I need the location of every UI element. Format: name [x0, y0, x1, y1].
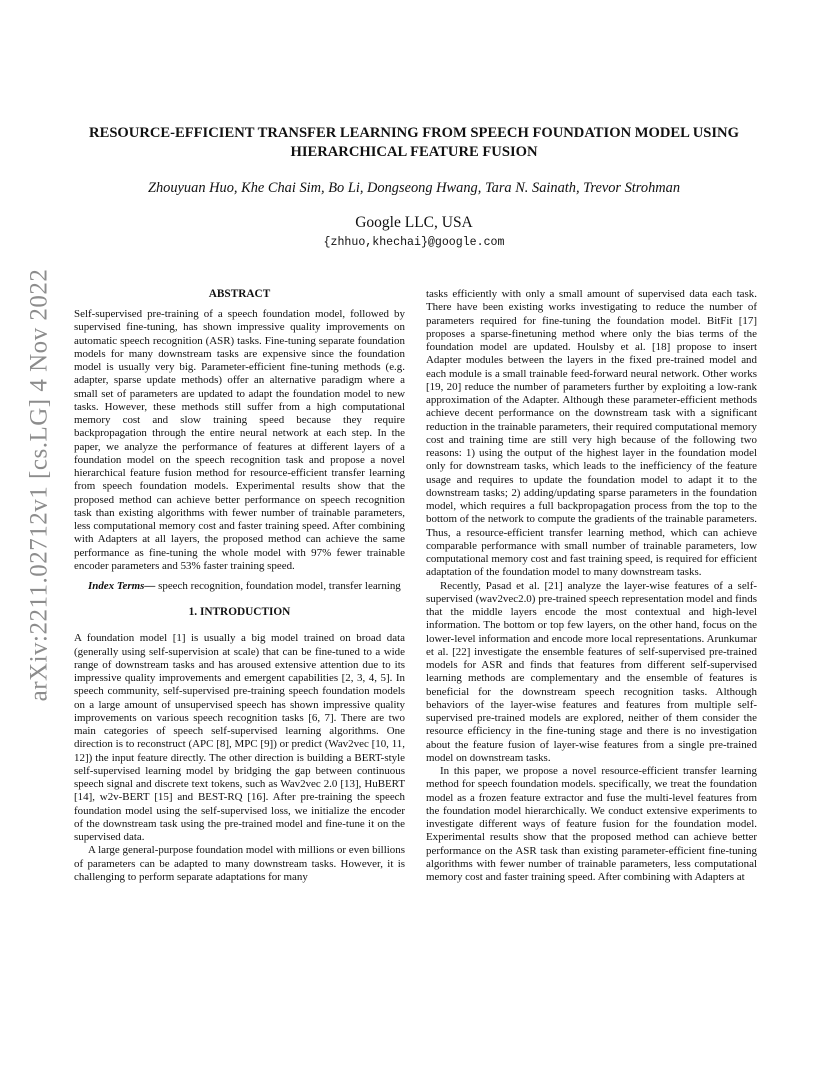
arxiv-stamp-text: arXiv:2211.02712v1 [cs.LG] 4 Nov 2022: [25, 268, 53, 702]
paper-title: RESOURCE-EFFICIENT TRANSFER LEARNING FROM SPEECH FOUNDATION MODEL USING HIERARCHICAL FEATURE FUSION: [89, 125, 739, 160]
intro-paragraph-4: Recently, Pasad et al. [21] analyze the layer-wise features of a self-supervised (wav2vec2.0) pre-trained speech representation model and finds that the middle layers encode the most contextual and high-level information. The bottom or top few layers, on the other hand, focus on the lower-level information and encode more local representations. Arunkumar et al. [22] investigate the ensemble features of self-supervised pre-trained models for ASR and finds that features from different self-supervised learning methods are complementary and the ensemble of features is beneficial for the downstream speech recognition tasks. Although behaviors of the layer-wise features and features from multiple self-supervised pre-trained models are explored, neither of them consider the resource efficiency in the fine-tuning stage and there is no investigation about the feature fusion of layer-wise features from a single pre-trained model on downstream tasks.: [426, 579, 757, 764]
intro-paragraph-2: A large general-purpose foundation model with millions or even billions of parameters can be adapted to many downstream tasks. However, it is challenging to perform separate adaptations for many: [74, 844, 405, 883]
introduction-heading: 1. INTRODUCTION: [188, 606, 291, 619]
author-list: Zhouyuan Huo, Khe Chai Sim, Bo Li, Dongseong Hwang, Tara N. Sainath, Trevor Strohman: [147, 180, 681, 196]
right-column: [426, 288, 757, 884]
intro-paragraph-3: tasks efficiently with only a small amount of supervised data each task. There have been existing works investigating to reduce the number of parameters required for fine-tuning the foundation model. BitFit [17] proposes a sparse-finetuning method where only the bias terms of the foundation model are updated. Houlsby et al. [18] propose to insert Adapter modules between the layers in the fixed pre-trained model and each module is a small trainable feed-forward neural network. Other works [19, 20] reduce the number of parameters further by exploiting a low-rank approximation of the Adapter. Although these parameter-efficient methods achieve decent performance on the downstream task with a significant reduction in the trainable parameters, their required computational memory cost and training time are still very high because of the following two reasons: 1) using the output of the highest layer in the foundation model only for downstream tasks, which leads to the inefficiency of the feature usage and requires to update the foundation model to adapt it to the downstream tasks; 2) adding/updating sparse parameters in the foundation model, which requires a full backpropagation process from the top to the bottom of the network to compute the gradients of the trainable parameters. Thus, a resource-efficient transfer learning method, which can achieve comparable performance with small number of trainable parameters, low computational memory cost and fast training speed, is required for efficient adaptation of the foundation model to many downstream tasks.: [426, 288, 757, 579]
intro-paragraph-1: A foundation model [1] is usually a big model trained on broad data (generally using self-supervision at scale) that can be fine-tuned to a wide range of downstream tasks and has aroused extensive attention due to its impressive quality improvements and emergent capabilities [2, 3, 4, 5]. In speech community, self-supervised pre-training speech foundation models on a large amount of unsupervised speech has shown impressive quality improvements on various speech recognition tasks [6, 7]. There are two main categories of speech self-supervised learning algorithms. One direction is to reconstruct (APC [8], MPC [9]) or predict (Wav2vec [10, 11, 12]) the input feature directly. The other direction is building a BERT-style self-supervised learning model by bridging the gap between continuous speech signal and discrete text tokens, such as Wav2vec 2.0 [13], HuBERT [14], w2v-BERT [15] and BEST-RQ [16]. After pre-training the speech foundation model using the self-supervised loss, we initialize the encoder of the downstream task using the pre-trained model and fine-tune it on the supervised data.: [74, 632, 405, 843]
arxiv-stamp: [22, 268, 56, 702]
index-terms: [74, 580, 405, 593]
abstract-text: Self-supervised pre-training of a speech foundation model, followed by supervised fine-tuning, has shown impressive quality improvements on automatic speech recognition (ASR) tasks. Fine-tuning separate foundation models for many downstream tasks are expensive since the foundation model is usually very big. Parameter-efficient fine-tuning methods (e.g. adapter, sparse update methods) offer an alternative paradigm where a small set of parameters are updated to adapt the foundation model to new tasks. However, these methods still suffer from a high computational memory cost and slow training speed because they require backpropagation through the entire neural network at each step. In the paper, we analyze the performance of features at different layers of a foundation model on the speech recognition task and propose a novel hierarchical feature fusion method for resource-efficient transfer learning from speech foundation models. Experimental results show that the proposed method can achieve better performance on speech recognition task than existing algorithms with fewer number of trainable parameters, less computational memory cost and faster training speed. After combining with Adapters at all layers, the proposed method can achieve the same performance as fine-tuning the whole model with 97% fewer trainable encoder parameters and 53% faster training speed.: [74, 308, 405, 572]
left-column: [74, 288, 405, 884]
abstract-heading: ABSTRACT: [208, 288, 271, 300]
intro-paragraph-5: In this paper, we propose a novel resource-efficient transfer learning method for speech foundation models. specifically, we treat the foundation model as a frozen feature extractor and fuse the multi-level features from the foundation model hierarchically. We conduct extensive experiments to investigate different ways of feature fusion for the foundation model. Experimental results show that the proposed method can achieve better performance on the ASR task than existing parameter-efficient fine-tuning algorithms with fewer number of trainable parameters, less computational memory cost and faster training speed. After combining with Adapters at: [426, 765, 757, 883]
author-email: {zhhuo,khechai}@google.com: [323, 236, 505, 249]
affiliation: Google LLC, USA: [355, 214, 473, 231]
index-terms-text: speech recognition, foundation model, transfer learning: [155, 580, 401, 592]
index-terms-label: Index Terms—: [88, 580, 156, 592]
